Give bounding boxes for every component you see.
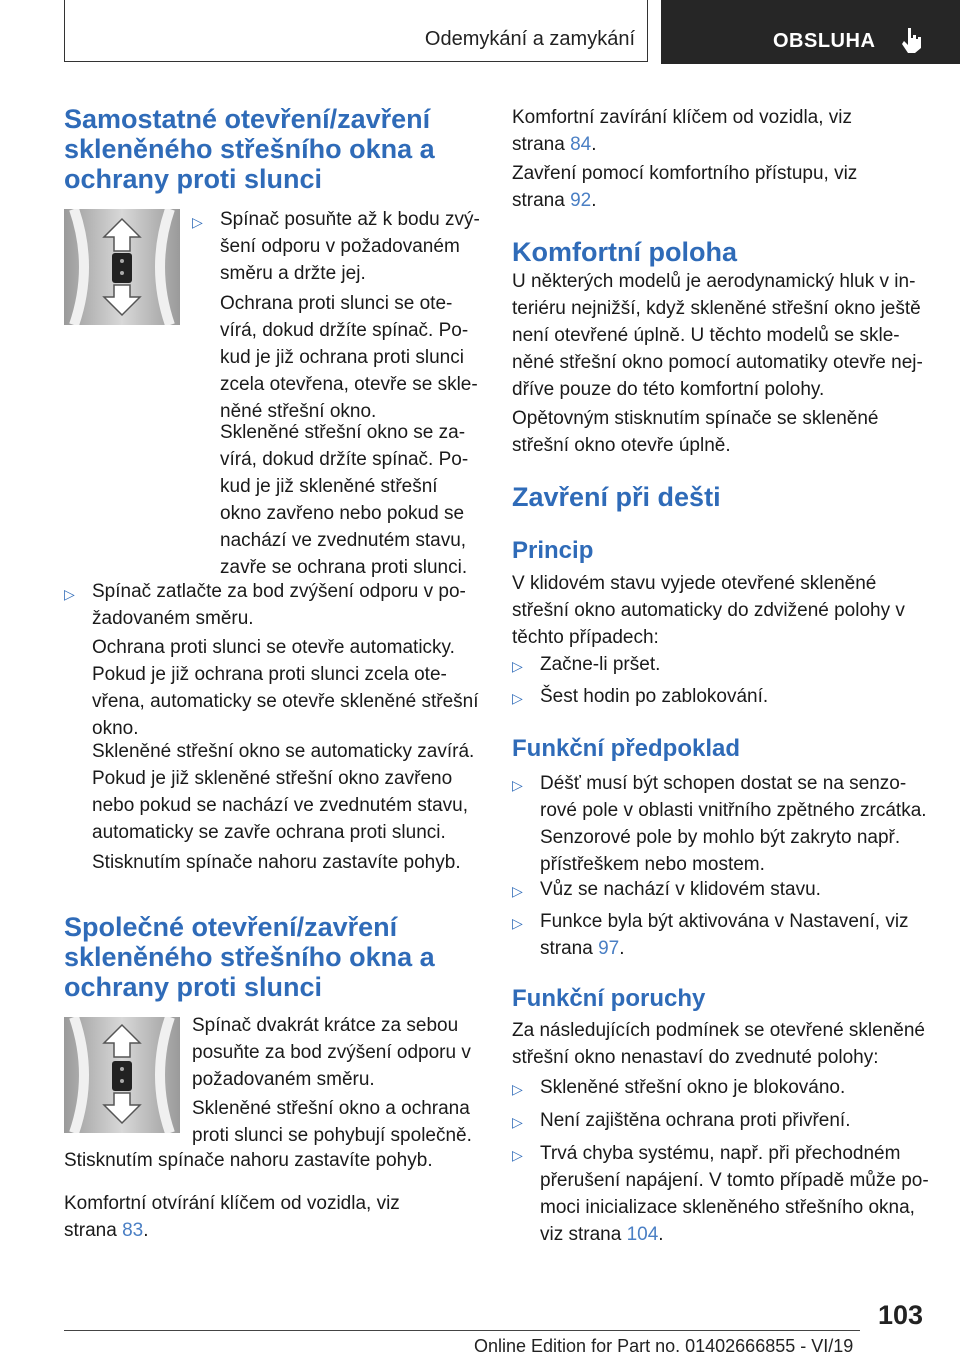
paragraph: Skleněné střešní okno se za- vírá, dokud držíte spínač. Po- kud je již skleněné střešní okno zavřeno nebo pokud se nachází ve zvednutém stavu, zavře se ochrana proti slunci. <box>220 422 469 578</box>
bullet-icon: ▷ <box>192 214 203 230</box>
paragraph: Ochrana proti slunci se ote- vírá, dokud držíte spínač. Po- kud je již ochrana proti slunci zcela otevřena, otevře se skle- něné střešní okno. <box>220 293 478 422</box>
paragraph: Komfortní otvírání klíčem od vozidla, viz strana 83. <box>64 1193 400 1241</box>
subheading-precondition: Funkční předpoklad <box>512 735 741 762</box>
bullet-icon: ▷ <box>512 1114 523 1130</box>
paragraph: Ochrana proti slunci se otevře automaticky. Pokud je již ochrana proti slunci zcela ote- vřena, automaticky se otevře skleněné střešní okno. <box>92 637 479 739</box>
bullet-icon: ▷ <box>512 1147 523 1163</box>
bullet-icon: ▷ <box>512 915 523 931</box>
chapter-tab <box>661 0 960 64</box>
list-item: Není zajištěna ochrana proti přivření. <box>540 1110 851 1131</box>
bullet-icon: ▷ <box>64 586 75 602</box>
page-reference-link[interactable]: 83 <box>122 1220 144 1241</box>
paragraph: Skleněné střešní okno se automaticky zavírá. Pokud je již skleněné střešní okno zavřeno nebo pokud se nachází ve zvednutém stavu, automaticky se zavře ochrana proti slunci. <box>92 741 475 843</box>
paragraph: Opětovným stisknutím spínače se skleněné střešní okno otevře úplně. <box>512 408 879 456</box>
page-reference-link[interactable]: 97 <box>598 938 620 959</box>
bullet-icon: ▷ <box>512 1081 523 1097</box>
list-item: Vůz se nachází v klidovém stavu. <box>540 879 821 900</box>
bullet-icon: ▷ <box>512 658 523 674</box>
paragraph: U některých modelů je aerodynamický hluk v in- teriéru nejnižší, když skleněné střešní okno ještě není otevřené úplně. U těchto modelů se skle- něné střešní okno pomocí automatiky otevře nej- dříve pouze do této komfortní polohy. <box>512 271 923 400</box>
page-number: 103 <box>878 1300 924 1330</box>
list-item: Trvá chyba systému, např. při přechodném přerušení napájení. V tomto případě může po- moci inicializace skleněného střešního okna, viz strana 104. <box>540 1143 929 1245</box>
page-reference-link[interactable]: 92 <box>570 190 592 211</box>
list-item: Začne-li pršet. <box>540 654 661 675</box>
bullet-icon: ▷ <box>512 883 523 899</box>
list-item: Spínač zatlačte za bod zvýšení odporu v po- žadovaném směru. <box>92 581 466 629</box>
page-reference-link[interactable]: 84 <box>570 134 592 155</box>
section-title: Odemykání a zamykání <box>424 28 635 50</box>
paragraph: Komfortní zavírání klíčem od vozidla, viz strana 84. <box>512 107 853 155</box>
paragraph: Spínač dvakrát krátce za sebou posuňte za bod zvýšení odporu v požadovaném směru. <box>192 1015 471 1090</box>
roof-switch-photo-2 <box>64 1017 180 1133</box>
paragraph: Stisknutím spínače nahoru zastavíte pohyb. <box>64 1150 433 1171</box>
hand-pointer-icon <box>899 26 925 54</box>
heading-rain-closing: Zavření při dešti <box>512 482 721 512</box>
header-section-box <box>64 0 648 62</box>
paragraph: Stisknutím spínače nahoru zastavíte pohyb. <box>92 852 461 873</box>
list-item: Déšť musí být schopen dostat se na senzo- rové pole v oblasti vnitřního zpětného zrcátka. Senzorové pole by mohlo být zakryto např. přístřeškem nebo mostem. <box>540 773 927 875</box>
paragraph: V klidovém stavu vyjede otevřené skleněné střešní okno automaticky do zdvižené polohy v těchto případech: <box>512 573 905 648</box>
subheading-principle: Princip <box>512 537 594 564</box>
list-item: Spínač posuňte až k bodu zvý- šení odporu v požadovaném směru a držte jej. <box>220 209 480 284</box>
bullet-icon: ▷ <box>512 690 523 706</box>
page-reference-link[interactable]: 104 <box>626 1224 659 1245</box>
heading-joint-open-close: Společné otevření/zavření skleněného střešního okna a ochrany proti slunci <box>64 912 435 1002</box>
edition-info: Online Edition for Part no. 01402666855 - VI/19 <box>474 1336 854 1356</box>
paragraph: Zavření pomocí komfortního přístupu, viz strana 92. <box>512 163 858 211</box>
roof-switch-illustration <box>64 209 180 325</box>
footer-divider <box>64 1330 860 1331</box>
paragraph: Skleněné střešní okno a ochrana proti slunci se pohybují společně. <box>192 1098 472 1146</box>
heading-separate-open-close: Samostatné otevření/zavření skleněného střešního okna a ochrany proti slunci <box>64 104 435 194</box>
bullet-icon: ▷ <box>512 777 523 793</box>
list-item: Šest hodin po zablokování. <box>540 686 769 707</box>
list-item: Funkce byla být aktivována v Nastavení, viz strana 97. <box>540 911 909 959</box>
paragraph: Za následujících podmínek se otevřené skleněné střešní okno nenastaví do zvednuté polohy: <box>512 1020 925 1068</box>
roof-switch-photo-1 <box>64 209 180 325</box>
subheading-malfunctions: Funkční poruchy <box>512 985 706 1012</box>
roof-switch-illustration <box>64 1017 180 1133</box>
chapter-tab-label: OBSLUHA <box>773 30 876 52</box>
heading-comfort-position: Komfortní poloha <box>512 237 737 267</box>
list-item: Skleněné střešní okno je blokováno. <box>540 1077 846 1098</box>
